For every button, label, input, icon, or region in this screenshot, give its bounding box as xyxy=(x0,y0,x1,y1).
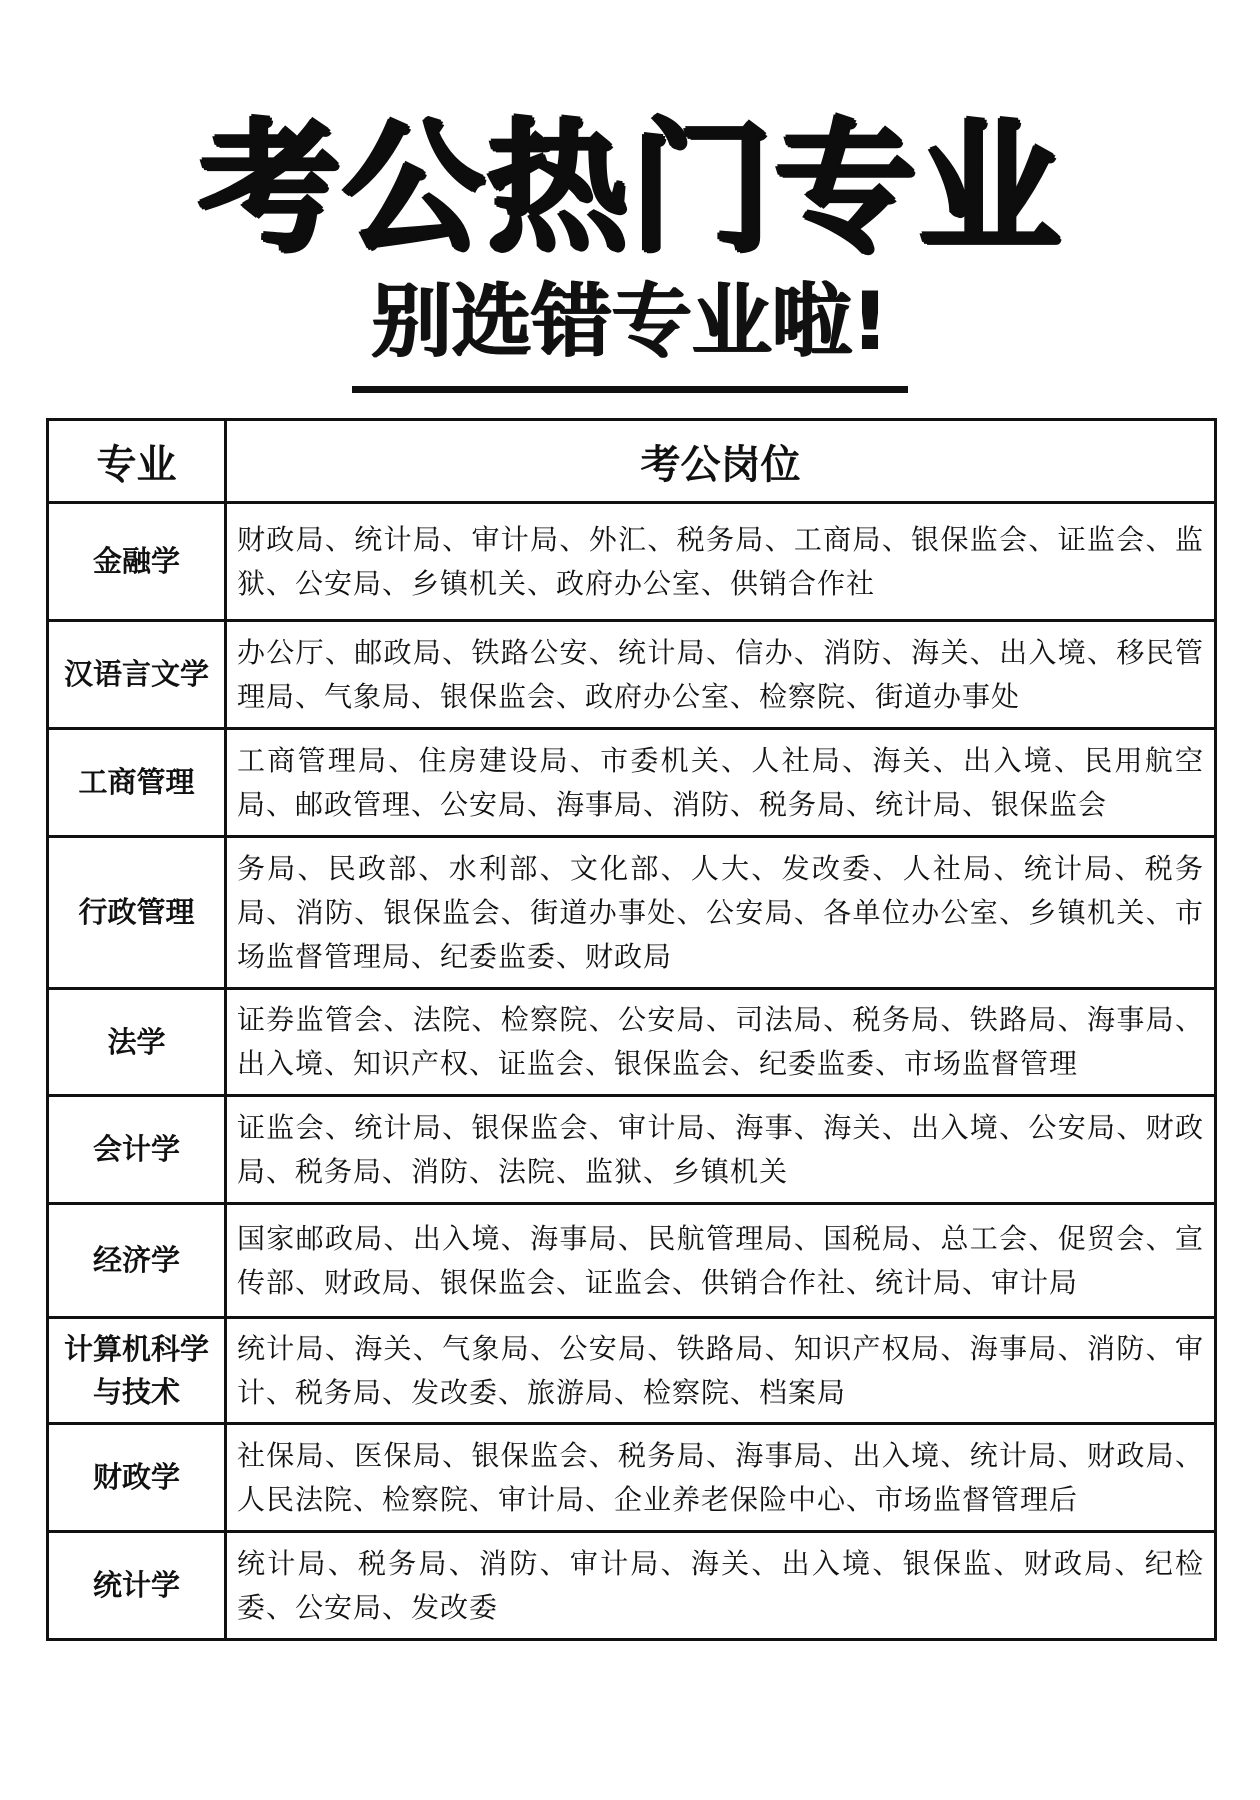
major-cell: 法学 xyxy=(48,989,226,1096)
jobs-cell: 社保局、医保局、银保监会、税务局、海事局、出入境、统计局、财政局、人民法院、检察院、审计局、企业养老保险中心、市场监督管理后 xyxy=(226,1424,1216,1532)
table-header-row xyxy=(48,420,1216,503)
jobs-cell: 办公厅、邮政局、铁路公安、统计局、信办、消防、海关、出入境、移民管理局、气象局、银保监会、政府办公室、检察院、街道办事处 xyxy=(226,621,1216,729)
jobs-cell: 证券监管会、法院、检察院、公安局、司法局、税务局、铁路局、海事局、出入境、知识产权、证监会、银保监会、纪委监委、市场监督管理 xyxy=(226,989,1216,1096)
table-row xyxy=(48,729,1216,837)
jobs-cell: 证监会、统计局、银保监会、审计局、海事、海关、出入境、公安局、财政局、税务局、消防、法院、监狱、乡镇机关 xyxy=(226,1096,1216,1204)
major-cell: 汉语言文学 xyxy=(48,621,226,729)
table-row xyxy=(48,1318,1216,1424)
major-cell: 工商管理 xyxy=(48,729,226,837)
table-row xyxy=(48,989,1216,1096)
jobs-cell: 工商管理局、住房建设局、市委机关、人社局、海关、出入境、民用航空局、邮政管理、公安局、海事局、消防、税务局、统计局、银保监会 xyxy=(226,729,1216,837)
table-row xyxy=(48,1424,1216,1532)
page-subtitle: 别选错专业啦! xyxy=(371,275,889,368)
table-row xyxy=(48,503,1216,621)
jobs-cell: 财政局、统计局、审计局、外汇、税务局、工商局、银保监会、证监会、监狱、公安局、乡镇机关、政府办公室、供销合作社 xyxy=(226,503,1216,621)
major-cell: 计算机科学与技术 xyxy=(48,1318,226,1424)
jobs-cell: 统计局、海关、气象局、公安局、铁路局、知识产权局、海事局、消防、审计、税务局、发改委、旅游局、检察院、档案局 xyxy=(226,1318,1216,1424)
major-cell: 行政管理 xyxy=(48,837,226,989)
column-header-major: 专业 xyxy=(48,420,226,503)
jobs-cell: 统计局、税务局、消防、审计局、海关、出入境、银保监、财政局、纪检委、公安局、发改委 xyxy=(226,1532,1216,1640)
major-cell: 会计学 xyxy=(48,1096,226,1204)
table-row xyxy=(48,837,1216,989)
major-cell: 金融学 xyxy=(48,503,226,621)
table-row xyxy=(48,1204,1216,1318)
page-title: 考公热门专业 xyxy=(198,106,1062,271)
table-row xyxy=(48,1096,1216,1204)
table-row xyxy=(48,1532,1216,1640)
major-cell: 财政学 xyxy=(48,1424,226,1532)
table-row xyxy=(48,621,1216,729)
jobs-cell: 国家邮政局、出入境、海事局、民航管理局、国税局、总工会、促贸会、宣传部、财政局、银保监会、证监会、供销合作社、统计局、审计局 xyxy=(226,1204,1216,1318)
major-cell: 统计学 xyxy=(48,1532,226,1640)
column-header-jobs: 考公岗位 xyxy=(226,420,1216,503)
majors-table xyxy=(46,418,1217,1641)
jobs-cell: 务局、民政部、水利部、文化部、人大、发改委、人社局、统计局、税务局、消防、银保监会、街道办事处、公安局、各单位办公室、乡镇机关、市场监督管理局、纪委监委、财政局 xyxy=(226,837,1216,989)
major-cell: 经济学 xyxy=(48,1204,226,1318)
subtitle-underline xyxy=(352,386,908,393)
